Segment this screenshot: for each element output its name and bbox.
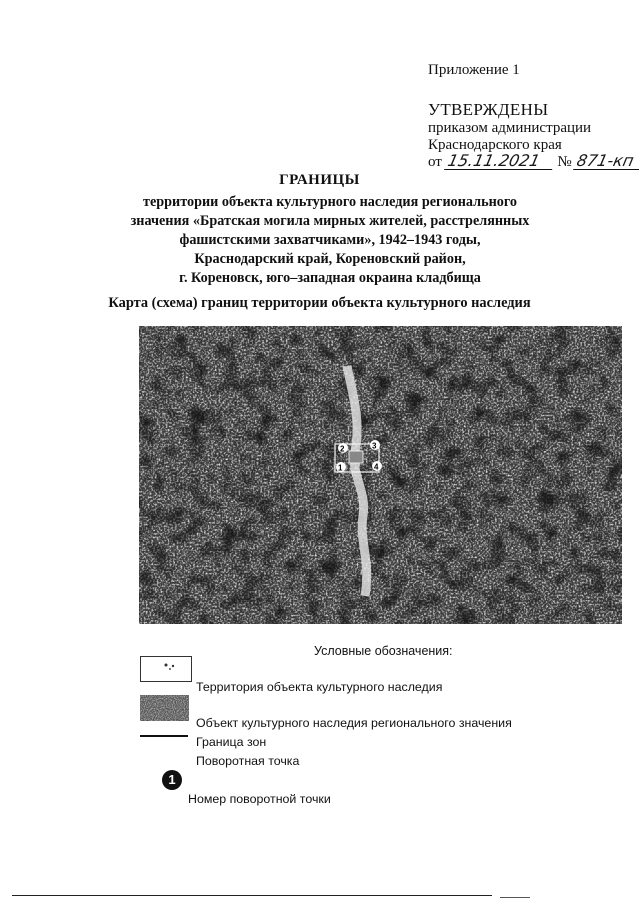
legend-zone-border-line bbox=[140, 735, 188, 737]
legend-zone-border-label: Граница зон bbox=[196, 735, 267, 749]
title-description bbox=[80, 193, 580, 288]
turning-point-label-2: 3 bbox=[372, 441, 377, 451]
map-caption: Карта (схема) границ территории объекта культурного наследия bbox=[108, 295, 531, 311]
approved-heading: УТВЕРЖДЕНЫ bbox=[428, 100, 549, 119]
title-line-5: г. Кореновск, юго–западная окраина кладбища bbox=[179, 270, 481, 286]
satellite-map bbox=[139, 326, 622, 624]
legend-territory-label: Территория объекта культурного наследия bbox=[196, 680, 443, 694]
appendix-label: Приложение 1 bbox=[428, 62, 520, 78]
title-line-2: значения «Братская могила мирных жителей, расстрелянных bbox=[130, 213, 530, 229]
legend-turning-point-label: Поворотная точка bbox=[196, 754, 300, 768]
map-dark-patches bbox=[139, 326, 622, 624]
turning-point-label-1: 2 bbox=[340, 444, 345, 454]
legend-territory-swatch bbox=[140, 656, 192, 682]
title-line-4: Краснодарский край, Кореновский район, bbox=[194, 251, 466, 267]
title-line-3: фашистскими захватчиками», 1942–1943 годы, bbox=[179, 232, 481, 248]
date-prefix: от bbox=[428, 154, 442, 170]
number-sign: № bbox=[557, 154, 572, 170]
legend-point-number-icon: 1 bbox=[162, 770, 182, 790]
order-line-1: приказом администрации bbox=[428, 120, 592, 136]
date-number-row bbox=[428, 152, 639, 171]
legend-title: Условные обозначения: bbox=[314, 644, 453, 658]
turning-point-label-4: 1 bbox=[338, 463, 343, 473]
handwritten-date: 15.11.2021 bbox=[444, 152, 556, 170]
document-title: ГРАНИЦЫ bbox=[279, 172, 360, 188]
object-marker bbox=[349, 451, 363, 463]
turning-point-label-3: 4 bbox=[374, 462, 379, 472]
bottom-divider bbox=[12, 895, 492, 896]
handwritten-number: 871-кп bbox=[574, 152, 639, 170]
territory-swatch-icon bbox=[141, 657, 191, 681]
bottom-divider-short bbox=[500, 897, 530, 898]
legend-point-number-label: Номер поворотной точки bbox=[188, 792, 331, 806]
map-image bbox=[139, 326, 622, 624]
order-line-2: Краснодарского края bbox=[428, 137, 562, 153]
legend-object-swatch bbox=[140, 695, 189, 721]
legend-object-label: Объект культурного наследия регионального значения bbox=[196, 716, 512, 730]
object-swatch-icon bbox=[140, 695, 189, 721]
title-line-1: территории объекта культурного наследия регионального bbox=[142, 194, 518, 210]
